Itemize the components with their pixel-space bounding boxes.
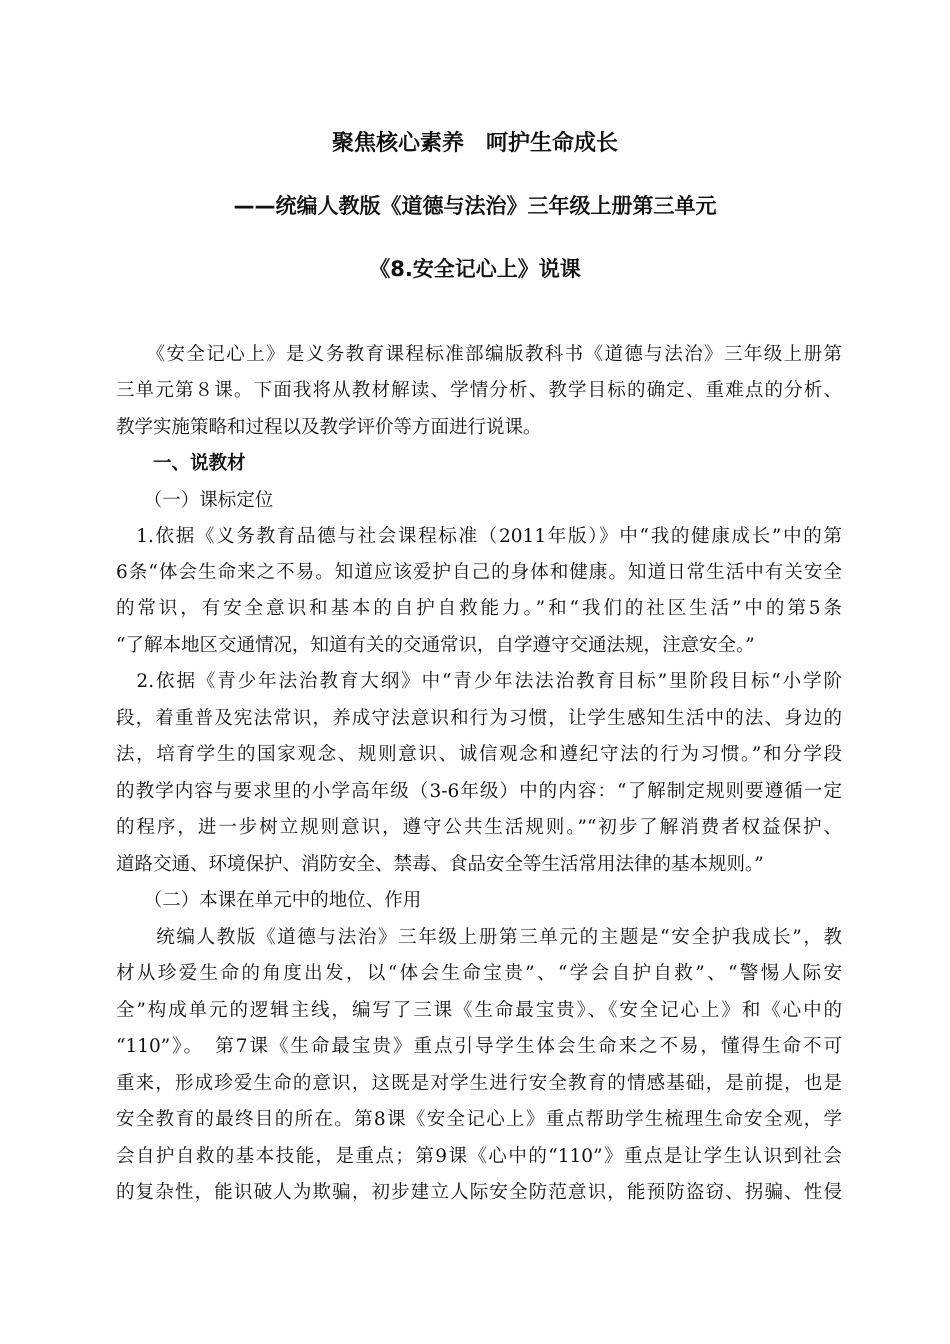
paragraph-line: 1.依据《义务教育品德与社会课程标准（2011年版）》中“我的健康成长”中的第 [116,526,842,547]
paragraph-line: 2.依据《青少年法治教育大纲》中“青少年法法治教育目标”里阶段目标“小学阶 [116,671,842,692]
paragraph-line: “了解本地区交通情况，知道有关的交通常识，自学遵守交通法规，注意安全。” [116,635,755,656]
intro-line: 《安全记心上》是义务教育课程标准部编版教科书《道德与法治》三年级上册第 [116,344,842,365]
paragraph-line: 的程序，进一步树立规则意识，遵守公共生活规则。”“初步了解消费者权益保护、 [116,817,842,838]
subsection-heading: （一）课标定位 [116,490,274,511]
document-title: 聚焦核心素养 呵护生命成长 [331,131,618,156]
paragraph-line: 的常识，有安全意识和基本的自护自救能力。”和“我们的社区生活”中的第5条 [116,598,842,619]
paragraph-line: “110”》。 第7课《生命最宝贵》重点引导学生体会生命来之不易，懂得生命不可 [116,1036,842,1057]
paragraph-line: 6条“体会生命来之不易。知道应该爱护自己的身体和健康。知道日常生活中有关安全 [116,562,842,583]
paragraph-line: 的教学内容与要求里的小学高年级（3-6年级）中的内容：“了解制定规则要遵循一定 [116,781,842,802]
paragraph-line: 段，着重普及宪法常识，养成守法意识和行为习惯，让学生感知生活中的法、身边的 [116,708,842,729]
paragraph-line: 的复杂性，能识破人为欺骗，初步建立人际安全防范意识，能预防盗窃、拐骗、性侵 [116,1182,842,1203]
paragraph-line: 统编人教版《道德与法治》三年级上册第三单元的主题是“安全护我成长”，教 [116,927,842,948]
paragraph-line: 道路交通、环境保护、消防安全、禁毒、食品安全等生活常用法律的基本规则。” [116,854,764,875]
section-heading: 一、说教材 [116,453,246,474]
paragraph-line: 法，培育学生的国家观念、规则意识、诚信观念和遵纪守法的行为习惯。”和分学段 [116,744,842,765]
lesson-title: 《8.安全记心上》说课 [369,257,581,281]
paragraph-line: 材从珍爱生命的角度出发，以“体会生命宝贵”、“学会自护自救”、“警惕人际安 [116,963,842,984]
intro-line: 教学实施策略和过程以及教学评价等方面进行说课。 [116,417,542,438]
subsection-heading: （二）本课在单元中的地位、作用 [116,890,422,911]
intro-line: 三单元第８课。下面我将从教材解读、学情分析、教学目标的确定、重难点的分析、 [116,380,842,401]
paragraph-line: 重来，形成珍爱生命的意识，这既是对学生进行安全教育的情感基础，是前提，也是 [116,1073,842,1094]
document-subtitle: ——统编人教版《道德与法治》三年级上册第三单元 [233,194,717,218]
paragraph-line: 会自护自救的基本技能，是重点；第9课《心中的“110”》重点是让学生认识到社会 [116,1146,842,1167]
paragraph-line: 全”构成单元的逻辑主线，编写了三课《生命最宝贵》、《安全记心上》和《心中的 [116,1000,842,1021]
paragraph-line: 安全教育的最终目的所在。第8课《安全记心上》重点帮助学生梳理生命安全观，学 [116,1109,842,1130]
